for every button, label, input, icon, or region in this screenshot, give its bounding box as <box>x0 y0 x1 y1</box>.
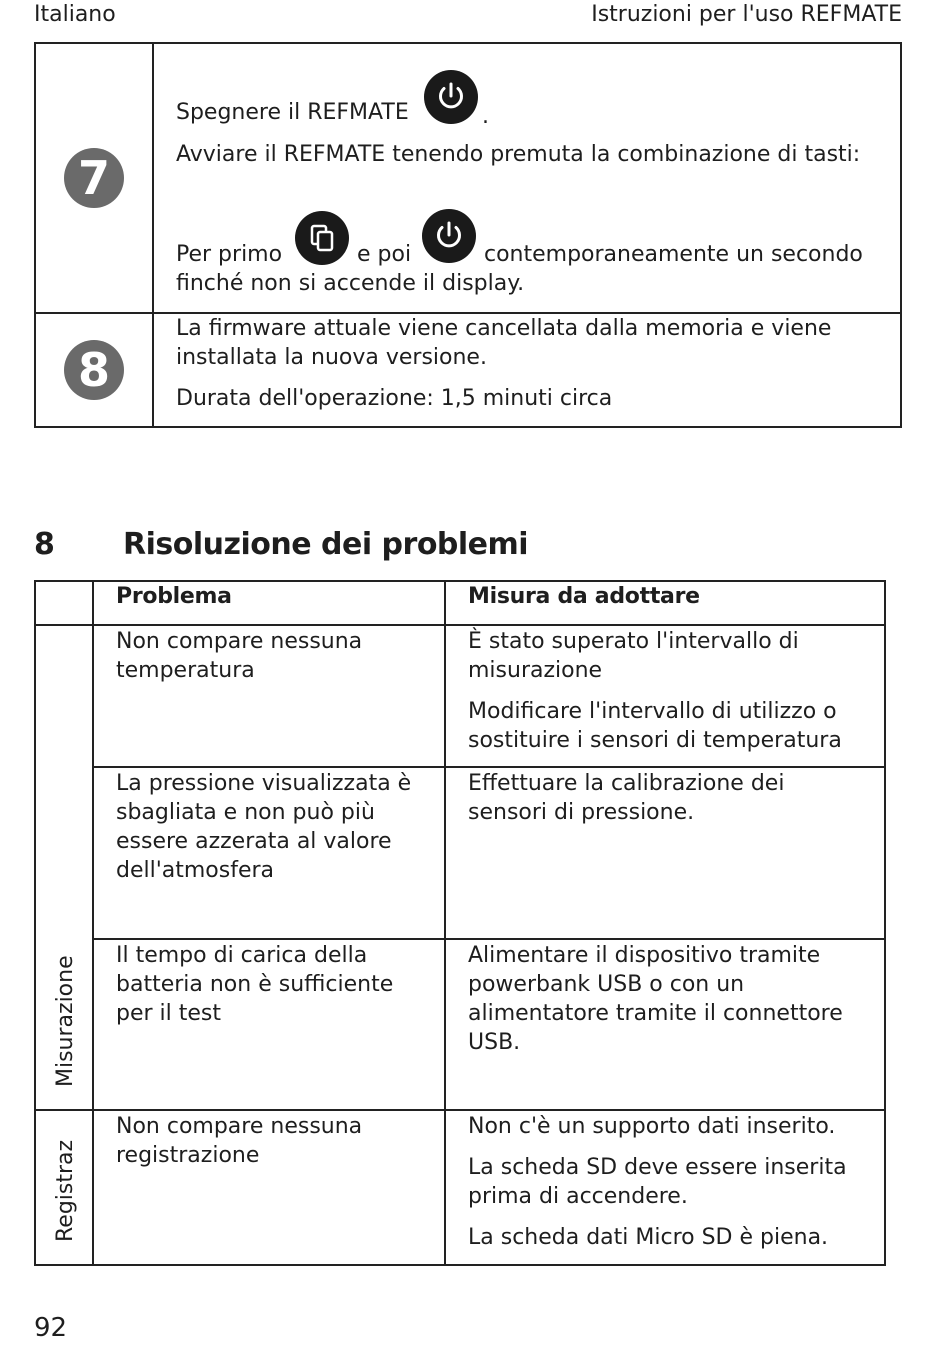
power-icon <box>424 70 478 124</box>
steps-table <box>34 42 902 428</box>
step-row-7 <box>36 44 900 314</box>
step-7-line1: Spegnere il REFMATE <box>176 100 409 125</box>
troubleshooting-table <box>34 580 886 1266</box>
table-divider <box>36 624 884 626</box>
table-divider <box>92 938 884 940</box>
section-number: 8 <box>34 527 55 562</box>
step-body <box>154 314 900 426</box>
action-cell <box>468 627 868 755</box>
step-7-line4: finché non si accende il display. <box>176 271 525 296</box>
action-cell <box>468 769 868 827</box>
action-text: La scheda SD deve essere inserita prima di accendere. <box>468 1155 847 1209</box>
action-text: Non c'è un supporto dati inserito. <box>468 1114 836 1139</box>
power-icon <box>422 209 476 263</box>
problem-cell: Non compare nessuna registrazione <box>116 1114 363 1168</box>
step-7-line3b: e poi <box>357 242 412 267</box>
action-cell <box>468 941 868 1057</box>
action-text: Alimentare il dispositivo tramite powerbank USB o con un alimentatore tramite il connettore USB. <box>468 943 843 1055</box>
step-8-text1: La firmware attuale viene cancellata dalla memoria e viene installata la nuova versione. <box>176 316 832 370</box>
step-number-cell <box>36 314 154 426</box>
header-language: Italiano <box>34 2 116 27</box>
table-divider <box>36 1109 884 1111</box>
table-divider <box>92 582 94 1264</box>
page-number: 92 <box>34 1313 68 1343</box>
copy-icon <box>295 211 349 265</box>
table-divider <box>444 582 446 1264</box>
problem-cell: Il tempo di carica della batteria non è sufficiente per il test <box>116 943 394 1026</box>
step-7-line2: Avviare il REFMATE tenendo premuta la combinazione di tasti: <box>176 142 861 167</box>
step-8-text2: Durata dell'operazione: 1,5 minuti circa <box>176 386 613 411</box>
action-text: Effettuare la calibrazione dei sensori di pressione. <box>468 771 785 825</box>
header-doc-title: Istruzioni per l'uso REFMATE <box>591 2 902 27</box>
header-action: Misura da adottare <box>468 584 700 609</box>
action-cell <box>468 1112 868 1252</box>
step-row-8 <box>36 314 900 426</box>
step-7-line1-end: . <box>482 104 489 129</box>
step-7-line3c: contemporaneamente un secondo <box>484 242 863 267</box>
step-number-cell <box>36 44 154 312</box>
problem-cell: La pressione visualizzata è sbagliata e non può più essere azzerata al valore dell'atmosfera <box>116 771 412 883</box>
group-label-recording: Registraz <box>53 1139 78 1242</box>
section-title: Risoluzione dei problemi <box>123 527 529 562</box>
step-number-badge: 7 <box>64 148 124 208</box>
step-body <box>154 44 900 312</box>
action-text: Modificare l'intervallo di utilizzo o sostituire i sensori di temperatura <box>468 699 842 753</box>
group-label-measurement: Misurazione <box>53 955 78 1087</box>
step-7-line3a: Per primo <box>176 242 283 267</box>
step-number-badge: 8 <box>64 340 124 400</box>
action-text: La scheda dati Micro SD è piena. <box>468 1225 829 1250</box>
table-divider <box>92 766 884 768</box>
problem-cell: Non compare nessuna temperatura <box>116 629 363 683</box>
action-text: È stato superato l'intervallo di misurazione <box>468 629 799 683</box>
header-problem: Problema <box>116 584 232 609</box>
